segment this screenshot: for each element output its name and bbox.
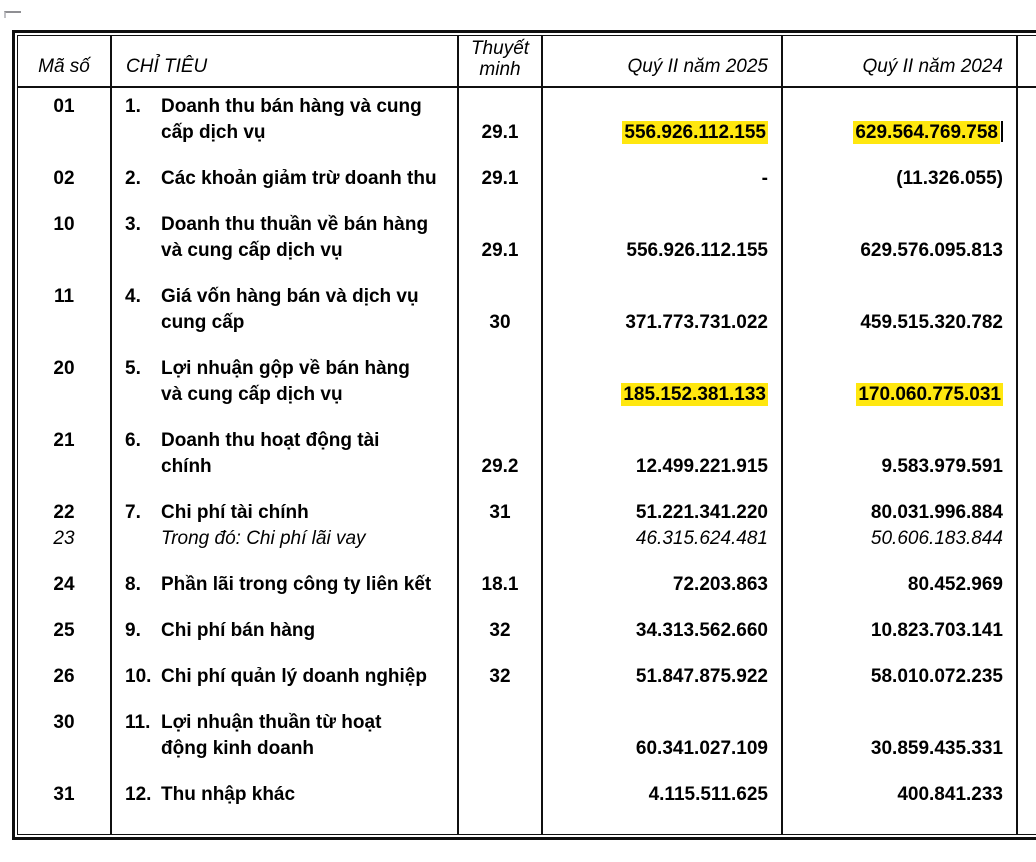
item-line1: Phần lãi trong công ty liên kết [161,574,432,595]
row-code[interactable]: 30 [53,712,75,733]
row-note[interactable]: 29.1 [481,168,519,189]
row-value-2025[interactable]: - [761,168,768,189]
item-number: 1. [125,96,141,117]
row-value-2024[interactable]: 58.010.072.235 [870,666,1003,687]
row-code[interactable]: 25 [53,620,75,641]
row-value-2025[interactable]: 60.341.027.109 [635,738,768,759]
item-subline: Trong đó: Chi phí lãi vay [161,528,366,549]
highlighted-value: 629.564.769.758 [855,122,998,143]
item-line1: Các khoản giảm trừ doanh thu [161,168,437,189]
row-value-2024[interactable]: 400.841.233 [897,784,1003,805]
item-number: 8. [125,574,141,595]
item-number: 5. [125,358,141,379]
item-line2: và cung cấp dịch vụ [161,384,343,405]
item-line1: Lợi nhuận thuần từ hoạt [161,712,382,733]
item-number: 6. [125,430,141,451]
row-code[interactable]: 31 [53,784,75,805]
table-row-21 [18,428,1036,480]
row-code[interactable]: 01 [53,96,75,117]
row-value-2024[interactable]: 10.823.703.141 [870,620,1003,641]
row-value-2024[interactable]: 80.452.969 [907,574,1003,595]
item-number: 10. [125,666,152,687]
item-line2: chính [161,456,212,477]
table-row-26 [18,664,1036,690]
row-item[interactable] [112,356,457,408]
col-header-code[interactable]: Mã số [38,56,90,77]
row-code[interactable]: 11 [53,286,75,307]
table-row-11 [18,284,1036,336]
income-statement-table [12,30,1036,840]
item-number: 7. [125,502,141,523]
col-header-item[interactable]: CHỈ TIÊU [126,56,208,77]
row-code[interactable]: 20 [53,358,75,379]
table-row-10 [18,212,1036,264]
col-header-note[interactable] [459,36,541,86]
item-line1: Chi phí tài chính [161,502,309,523]
table-row-02 [18,166,1036,192]
row-code[interactable]: 02 [53,168,75,189]
row-code-sub: 23 [53,528,75,549]
table-header-row [18,36,1036,88]
value-sub: 50.606.183.844 [870,528,1003,549]
row-item[interactable] [112,618,457,644]
column-divider [541,36,543,834]
item-line1: Chi phí quản lý doanh nghiệp [161,666,427,687]
item-line2: động kinh doanh [161,738,315,759]
item-number: 11. [125,712,151,733]
value-main: 51.221.341.220 [635,502,768,523]
row-item[interactable] [112,782,457,808]
row-value-2024[interactable]: 30.859.435.331 [870,738,1003,759]
item-line1: Lợi nhuận gộp về bán hàng [161,358,410,379]
row-item[interactable] [112,572,457,598]
item-line1: Chi phí bán hàng [161,620,316,641]
table-border-inner [17,35,1036,835]
row-code[interactable]: 10 [53,214,75,235]
col-header-q2-2025[interactable]: Quý II năm 2025 [627,56,768,77]
col-header-note-line1: Thuyết [470,38,530,59]
item-line1: Doanh thu hoạt động tài [161,430,380,451]
table-row-22-23 [18,500,1036,552]
row-item[interactable] [112,166,457,192]
row-code[interactable]: 24 [53,574,75,595]
table-row-01 [18,94,1036,146]
item-line1: Giá vốn hàng bán và dịch vụ [161,286,419,307]
row-value-2025[interactable] [543,382,781,408]
row-note[interactable]: 30 [489,312,511,333]
item-number: 2. [125,168,141,189]
row-item[interactable] [112,428,457,480]
table-row-20 [18,356,1036,408]
row-note[interactable]: 29.1 [481,122,519,143]
column-divider [781,36,783,834]
row-note[interactable]: 32 [489,666,511,687]
item-line2: cung cấp [161,312,245,333]
value-sub: 46.315.624.481 [635,528,768,549]
row-item[interactable] [112,664,457,690]
row-value-2024[interactable]: 629.576.095.813 [860,240,1003,261]
row-item[interactable] [112,710,457,762]
row-code[interactable] [18,500,110,552]
item-number: 9. [125,620,141,641]
row-value-2025[interactable]: 34.313.562.660 [635,620,768,641]
row-value-2025[interactable] [543,500,781,552]
row-value-2024[interactable]: 459.515.320.782 [860,312,1003,333]
page-corner-mark [4,11,21,18]
col-header-q2-2024[interactable]: Quý II năm 2024 [862,56,1003,77]
row-item[interactable] [112,500,457,552]
item-line2: và cung cấp dịch vụ [161,240,343,261]
item-number: 4. [125,286,141,307]
table-row-31 [18,782,1036,808]
col-header-note-line2: minh [479,59,521,80]
row-code[interactable]: 21 [53,430,75,451]
row-value-2025[interactable]: 51.847.875.922 [635,666,768,687]
item-line1: Doanh thu thuần về bán hàng [161,214,429,235]
row-value-2025[interactable]: 556.926.112.155 [626,240,768,261]
row-note[interactable]: 32 [489,620,511,641]
column-divider [457,36,459,834]
row-value-2025[interactable]: 12.499.221.915 [635,456,768,477]
row-note[interactable]: 18.1 [481,574,519,595]
column-divider [110,36,112,834]
item-line1: Doanh thu bán hàng và cung [161,96,422,117]
highlighted-value: 556.926.112.155 [624,122,766,143]
row-value-2025[interactable]: 72.203.863 [672,574,768,595]
row-value-2025[interactable]: 4.115.511.625 [648,784,768,805]
row-value-2024[interactable] [783,120,1016,146]
row-note[interactable]: 31 [489,502,511,523]
highlighted-value: 170.060.775.031 [858,384,1001,405]
item-number: 3. [125,214,141,235]
item-number: 12. [125,784,152,805]
row-value-2024[interactable] [783,382,1016,408]
table-row-24 [18,572,1036,598]
row-value-2025[interactable] [543,120,781,146]
column-divider [1016,36,1018,834]
table-body [18,88,1036,808]
row-code-main: 22 [53,502,75,523]
row-value-2024[interactable]: 9.583.979.591 [881,456,1003,477]
row-note[interactable]: 29.2 [481,456,519,477]
row-code[interactable]: 26 [53,666,75,687]
item-line2: cấp dịch vụ [161,122,266,143]
row-value-2024[interactable]: (11.326.055) [896,168,1003,189]
row-item[interactable] [112,212,457,264]
item-line1: Thu nhập khác [161,784,296,805]
row-item[interactable] [112,284,457,336]
row-note[interactable]: 29.1 [481,240,519,261]
table-row-30 [18,710,1036,762]
highlighted-value: 185.152.381.133 [623,384,766,405]
table-row-25 [18,618,1036,644]
value-main: 80.031.996.884 [870,502,1003,523]
row-value-2024[interactable] [783,500,1016,552]
text-cursor [1001,121,1003,142]
row-value-2025[interactable]: 371.773.731.022 [625,312,768,333]
row-item[interactable] [112,94,457,146]
